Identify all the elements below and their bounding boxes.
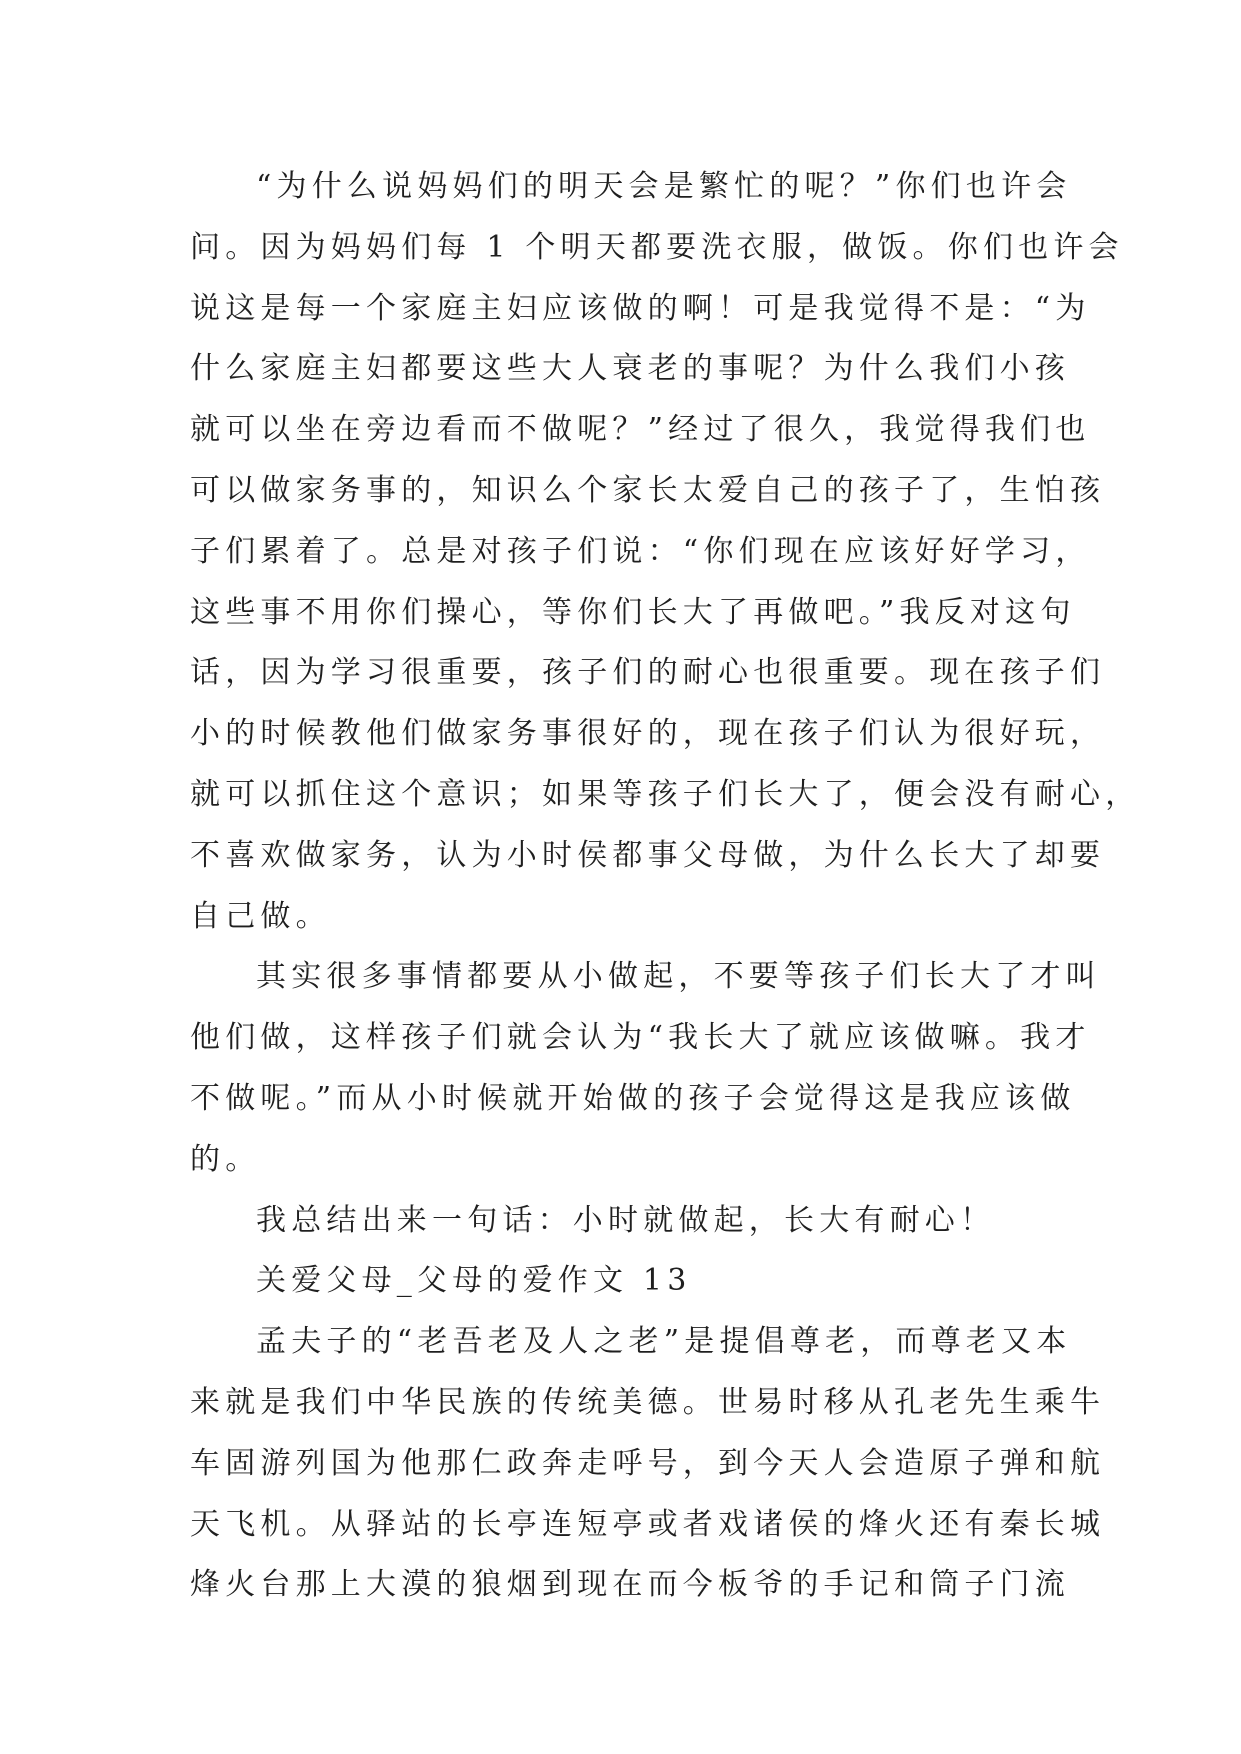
text-line: 的。: [190, 1141, 261, 1177]
text-line: 自己做。: [190, 898, 331, 934]
text-line: 小的时候教他们做家务事很好的，现在孩子们认为很好玩，: [190, 716, 1106, 752]
text-line: 话，因为学习很重要，孩子们的耐心也很重要。现在孩子们: [190, 655, 1106, 691]
text-line: 他们做，这样孩子们就会认为“我长大了就应该做嘛。我才: [190, 1020, 1091, 1056]
text-line: 不做呢。”而从小时候就开始做的孩子会觉得这是我应该做: [190, 1080, 1076, 1116]
text-line: 天飞机。从驿站的长亭连短亭或者戏诸侯的烽火还有秦长城: [190, 1506, 1106, 1542]
text-line: “为什么说妈妈们的明天会是繁忙的呢？”你们也许会: [256, 169, 1072, 204]
text-line: 车固游列国为他那仁政奔走呼号，到今天人会造原子弹和航: [190, 1445, 1106, 1481]
text-line: 我总结出来一句话：小时就做起，长大有耐心！: [256, 1202, 996, 1238]
section-heading: 关爱父母_父母的爱作文 13: [256, 1263, 692, 1299]
text-line: 孟夫子的“老吾老及人之老”是提倡尊老，而尊老又本: [256, 1324, 1072, 1360]
text-line: 说这是每一个家庭主妇应该做的啊！可是我觉得不是：“为: [190, 290, 1091, 326]
text-line: 问。因为妈妈们每 1 个明天都要洗衣服，做饭。你们也许会: [190, 229, 1124, 265]
text-line: 这些事不用你们操心，等你们长大了再做吧。”我反对这句: [190, 594, 1076, 630]
text-line: 其实很多事情都要从小做起，不要等孩子们长大了才叫: [256, 959, 1101, 995]
text-line: 可以做家务事的，知识么个家长太爱自己的孩子了，生怕孩: [190, 472, 1106, 508]
text-line: 就可以抓住这个意识；如果等孩子们长大了，便会没有耐心，: [190, 776, 1141, 812]
text-line: 就可以坐在旁边看而不做呢？”经过了很久，我觉得我们也: [190, 412, 1091, 448]
text-line: 来就是我们中华民族的传统美德。世易时移从孔老先生乘牛: [190, 1384, 1106, 1420]
text-line: 不喜欢做家务，认为小时侯都事父母做，为什么长大了却要: [190, 837, 1106, 873]
document-body: [190, 157, 1141, 1616]
text-line: 烽火台那上大漠的狼烟到现在而今板爷的手记和筒子门流: [190, 1567, 1070, 1603]
text-line: 子们累着了。总是对孩子们说：“你们现在应该好好学习，: [190, 533, 1091, 569]
text-line: 什么家庭主妇都要这些大人衰老的事呢？为什么我们小孩: [190, 351, 1070, 387]
